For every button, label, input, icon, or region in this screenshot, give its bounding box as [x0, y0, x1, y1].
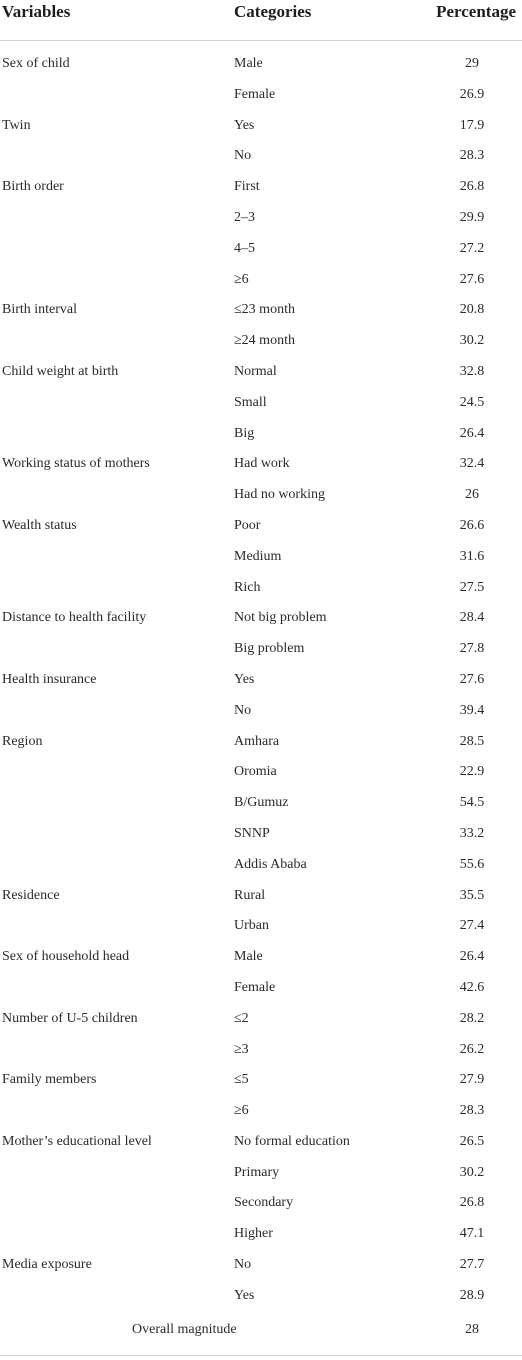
- row-percentage: 29: [465, 56, 479, 71]
- row-percentage: 28.3: [459, 1103, 485, 1119]
- table-row: [0, 758, 522, 789]
- table-row: [0, 943, 522, 974]
- table-row: [0, 1220, 522, 1251]
- table-row: [0, 697, 522, 728]
- table-row: [0, 1251, 522, 1282]
- row-percentage: 35.5: [459, 887, 485, 903]
- table-row: [0, 666, 522, 697]
- table-row: [0, 1066, 522, 1097]
- row-percentage: 28.2: [459, 1010, 485, 1026]
- row-percentage: 20.8: [459, 302, 485, 318]
- row-category: Male: [234, 949, 263, 965]
- table-row: [0, 173, 522, 204]
- row-percentage: 30.2: [459, 333, 485, 349]
- row-category: ≥6: [234, 271, 249, 287]
- row-category: Yes: [234, 117, 255, 133]
- table-row: [0, 851, 522, 882]
- table-row: [0, 204, 522, 235]
- row-percentage: 32.8: [459, 363, 485, 379]
- row-percentage: 28.5: [459, 733, 485, 749]
- table-row: [0, 389, 522, 420]
- table-row: [0, 974, 522, 1005]
- table-row: [0, 912, 522, 943]
- row-percentage: 27.7: [459, 1257, 485, 1273]
- row-percentage: 39.4: [459, 702, 485, 718]
- row-category: Poor: [234, 517, 261, 533]
- table-row: [0, 543, 522, 574]
- row-percentage: 28.9: [459, 1287, 485, 1303]
- table-row: [0, 1128, 522, 1159]
- table-row: [0, 1005, 522, 1036]
- table-row: [0, 728, 522, 759]
- row-percentage: 31.6: [459, 548, 485, 564]
- row-variable: Health insurance: [2, 671, 97, 687]
- row-percentage: 27.5: [459, 579, 485, 595]
- row-variable: Working status of mothers: [2, 456, 150, 472]
- row-category: No: [234, 1257, 252, 1273]
- row-category: Female: [234, 979, 276, 995]
- table-row: [0, 820, 522, 851]
- header-categories: Categories: [234, 2, 312, 21]
- row-variable: Mother’s educational level: [2, 1133, 152, 1149]
- table-row: [0, 604, 522, 635]
- row-category: Not big problem: [234, 610, 327, 626]
- row-percentage: 26.4: [459, 949, 485, 965]
- row-percentage: 30.2: [459, 1164, 485, 1180]
- row-percentage: 27.2: [459, 240, 485, 256]
- bottom-divider: [0, 1355, 522, 1356]
- row-variable: Region: [2, 733, 43, 749]
- row-category: ≥3: [234, 1041, 249, 1057]
- table-row: [0, 1036, 522, 1067]
- table-row: [0, 327, 522, 358]
- table-row: [0, 635, 522, 666]
- header-variables: Variables: [2, 2, 71, 21]
- row-percentage: 55.6: [459, 856, 485, 872]
- row-percentage: 26.8: [459, 1195, 485, 1211]
- row-variable: Residence: [2, 887, 60, 903]
- row-category: ≤2: [234, 1010, 249, 1026]
- row-category: No formal education: [234, 1133, 350, 1149]
- row-percentage: 26.2: [459, 1041, 485, 1057]
- row-category: Small: [234, 394, 267, 410]
- row-percentage: 26: [465, 487, 479, 503]
- row-category: Yes: [234, 671, 255, 687]
- header-divider: [0, 40, 522, 41]
- row-variable: Distance to health facility: [2, 610, 147, 626]
- table-row: [0, 266, 522, 297]
- row-variable: Sex of child: [2, 56, 70, 71]
- table-row: [0, 296, 522, 327]
- table-row: [0, 420, 522, 451]
- table-row: [0, 512, 522, 543]
- row-percentage: 32.4: [459, 456, 485, 472]
- row-percentage: 26.4: [459, 425, 485, 441]
- row-category: ≥6: [234, 1103, 249, 1119]
- row-percentage: 27.8: [459, 641, 485, 657]
- table-row: [0, 1189, 522, 1220]
- row-category: Yes: [234, 1287, 255, 1303]
- row-category: 4–5: [234, 240, 255, 256]
- row-category: Big problem: [234, 641, 305, 657]
- row-category: Rural: [234, 887, 266, 903]
- row-category: Addis Ababa: [234, 856, 307, 872]
- table-body: [0, 50, 522, 1313]
- table-row: [0, 481, 522, 512]
- row-category: ≥24 month: [234, 333, 295, 349]
- table-row: [0, 81, 522, 112]
- row-variable: Twin: [2, 117, 31, 133]
- row-category: Rich: [234, 579, 261, 595]
- row-category: Male: [234, 56, 263, 71]
- row-percentage: 26.8: [459, 179, 485, 195]
- row-category: Primary: [234, 1164, 280, 1180]
- row-category: ≤5: [234, 1072, 249, 1088]
- overall-label: Overall magnitude: [132, 1322, 237, 1337]
- row-category: Higher: [234, 1226, 273, 1242]
- row-category: SNNP: [234, 825, 270, 841]
- row-variable: Family members: [2, 1072, 97, 1088]
- table-row: [0, 142, 522, 173]
- table-header: [0, 0, 522, 40]
- row-percentage: 27.6: [459, 271, 485, 287]
- row-percentage: 26.9: [459, 86, 485, 102]
- row-percentage: 26.5: [459, 1133, 485, 1149]
- row-category: Had no working: [234, 487, 325, 503]
- row-percentage: 28.4: [459, 610, 485, 626]
- row-percentage: 26.6: [459, 517, 485, 533]
- row-percentage: 28.3: [459, 148, 485, 164]
- table-row: [0, 1097, 522, 1128]
- row-percentage: 33.2: [459, 825, 485, 841]
- table-row: [0, 1282, 522, 1313]
- row-category: Oromia: [234, 764, 277, 780]
- row-variable: Child weight at birth: [2, 363, 119, 379]
- row-category: 2–3: [234, 209, 255, 225]
- header-percentage: Percentage: [436, 2, 516, 21]
- row-percentage: 27.9: [459, 1072, 485, 1088]
- row-variable: Sex of household head: [2, 949, 130, 965]
- row-category: Normal: [234, 363, 277, 379]
- row-category: First: [234, 179, 260, 195]
- table-row: [0, 882, 522, 913]
- row-category: Female: [234, 86, 276, 102]
- row-variable: Number of U-5 children: [2, 1010, 138, 1026]
- table-row: [0, 235, 522, 266]
- table-row: [0, 358, 522, 389]
- row-category: Medium: [234, 548, 282, 564]
- row-percentage: 47.1: [459, 1226, 485, 1242]
- row-category: Urban: [234, 918, 269, 934]
- table-row: [0, 1159, 522, 1190]
- row-category: Secondary: [234, 1195, 294, 1211]
- row-percentage: 24.5: [459, 394, 485, 410]
- row-category: ≤23 month: [234, 302, 295, 318]
- row-variable: Media exposure: [2, 1257, 92, 1273]
- table-row: [0, 450, 522, 481]
- row-variable: Birth order: [2, 179, 64, 195]
- row-category: Big: [234, 425, 255, 441]
- row-percentage: 29.9: [459, 209, 485, 225]
- table-row: [0, 50, 522, 81]
- table-row: [0, 574, 522, 605]
- row-category: No: [234, 148, 252, 164]
- row-category: Amhara: [234, 733, 280, 749]
- row-percentage: 27.6: [459, 671, 485, 687]
- row-variable: Wealth status: [2, 517, 77, 533]
- row-percentage: 42.6: [459, 979, 485, 995]
- table-row: [0, 112, 522, 143]
- row-variable: Birth interval: [2, 302, 78, 318]
- row-category: B/Gumuz: [234, 795, 289, 811]
- row-category: Had work: [234, 456, 290, 472]
- row-category: No: [234, 702, 252, 718]
- row-percentage: 17.9: [459, 117, 485, 133]
- row-percentage: 27.4: [459, 918, 485, 934]
- overall-value: 28: [465, 1322, 479, 1337]
- row-percentage: 54.5: [459, 795, 485, 811]
- row-percentage: 22.9: [459, 764, 485, 780]
- table-row: [0, 789, 522, 820]
